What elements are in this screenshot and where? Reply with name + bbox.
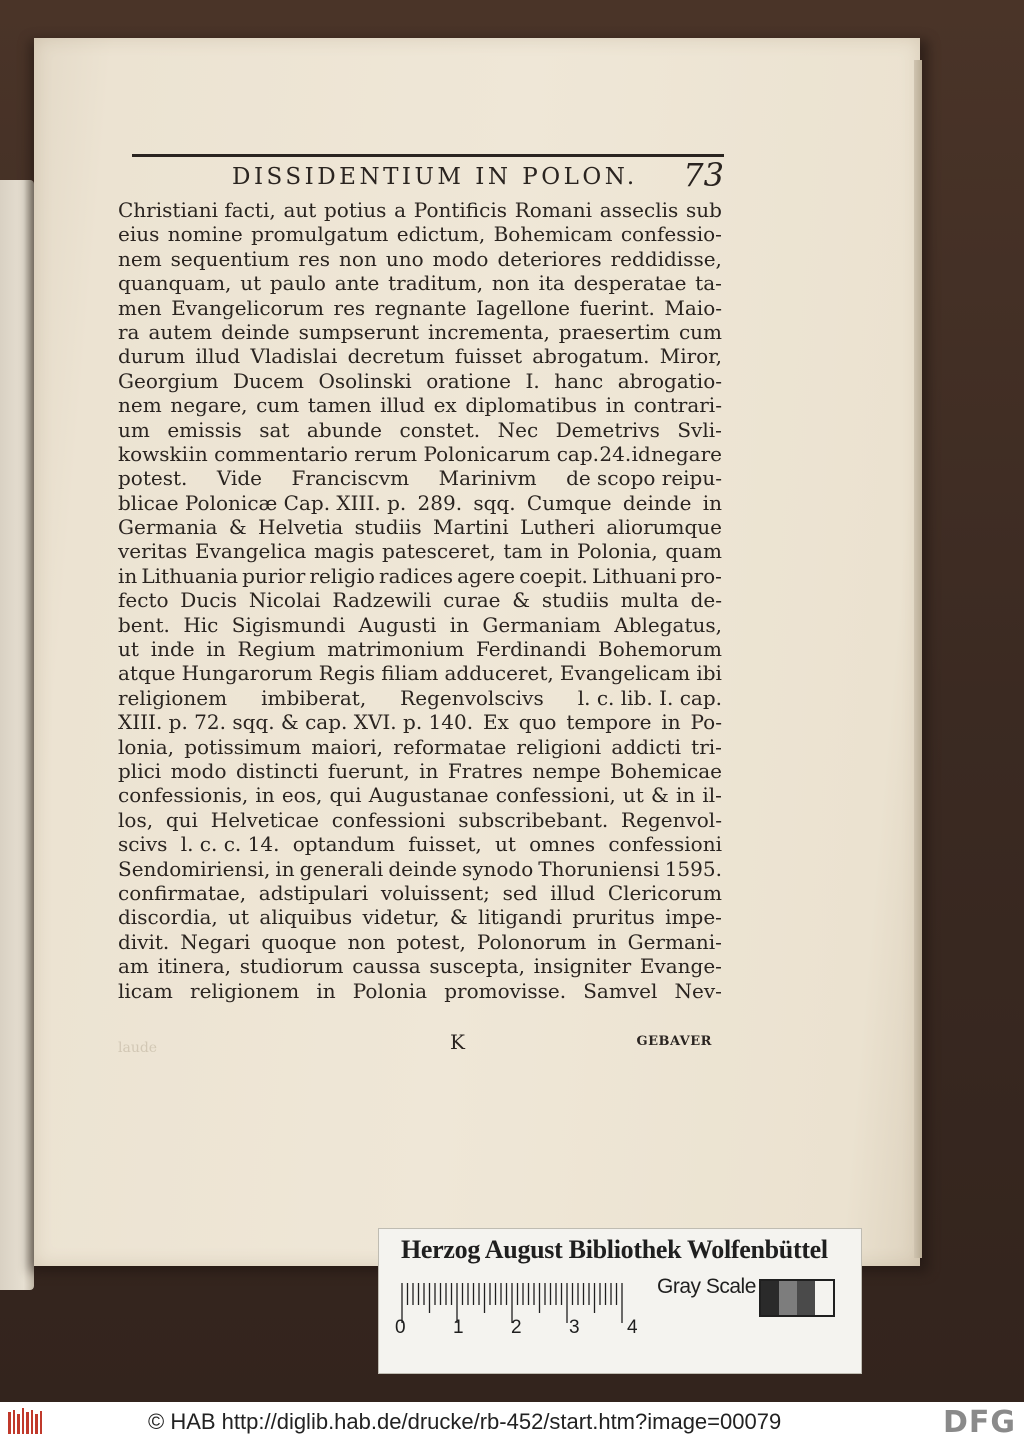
- word: Nev-: [674, 978, 722, 1003]
- word: patesceret,: [382, 539, 496, 564]
- word: Bohemicam: [493, 222, 613, 247]
- header-rule: [132, 154, 724, 157]
- word: pruritus: [572, 905, 655, 930]
- word: in: [316, 978, 336, 1003]
- word: studiis: [541, 588, 609, 613]
- word: tamen: [307, 393, 372, 418]
- word: Ducem: [233, 368, 304, 393]
- gray-swatch-block: [761, 1281, 779, 1315]
- word: imbiberat,: [261, 685, 367, 710]
- page-header: [132, 156, 724, 200]
- word: quoque: [261, 929, 337, 954]
- word: confirmatae,: [118, 880, 247, 905]
- word: am: [118, 954, 149, 979]
- word: non: [491, 271, 530, 296]
- word: Thoruniensi: [538, 856, 660, 881]
- word: adstipulari: [258, 880, 369, 905]
- word: incrementa,: [427, 319, 550, 344]
- word: contrari-: [633, 393, 722, 418]
- word: Regenvol-: [621, 807, 722, 832]
- text-line: [118, 783, 722, 807]
- text-line: [118, 930, 722, 954]
- word: 1595.: [664, 856, 722, 881]
- word: &: [449, 905, 468, 930]
- word: ante: [334, 271, 380, 296]
- word: quam: [665, 539, 722, 564]
- word: aut: [283, 198, 317, 222]
- hab-barcode-icon: [8, 1408, 44, 1436]
- word: Polonia,: [577, 539, 658, 564]
- word: ut: [240, 271, 262, 296]
- word: res: [298, 246, 331, 271]
- text-line: [118, 735, 722, 759]
- word: constet.: [399, 417, 481, 442]
- word: il-: [702, 783, 722, 808]
- word: durum: [118, 344, 186, 369]
- ruler-label: 3: [569, 1317, 580, 1338]
- text-line: [118, 637, 722, 661]
- word: Bohemorum: [598, 637, 722, 662]
- word: ta-: [695, 271, 722, 296]
- word: Svli-: [677, 417, 722, 442]
- catchword: GEBAVER: [636, 1034, 712, 1049]
- word: Iagellone: [475, 295, 570, 320]
- word: licam: [118, 978, 173, 1003]
- word: Evangelicam: [559, 661, 691, 686]
- word: negare,: [170, 393, 248, 418]
- word: in: [449, 612, 470, 637]
- page-fore-edge: [914, 60, 922, 1258]
- word: promovisse.: [444, 978, 567, 1003]
- word: Evange-: [639, 954, 722, 979]
- word: aliquibus: [259, 905, 353, 930]
- word: non: [339, 246, 377, 271]
- text-line: [118, 393, 722, 417]
- word: distincti: [235, 758, 319, 783]
- signature-mark: K: [450, 1030, 465, 1054]
- word: matrimonium: [327, 637, 465, 662]
- word: in: [550, 539, 570, 564]
- word: impe-: [665, 905, 722, 930]
- word: abrogatio-: [617, 368, 722, 393]
- word: a: [394, 198, 407, 222]
- bleed-through-text: laude: [118, 1040, 158, 1056]
- word: traditum,: [388, 271, 484, 296]
- word: in: [419, 758, 439, 783]
- word: promulgatum: [251, 222, 389, 247]
- word: Marinivm: [438, 466, 537, 491]
- word: XIII. p. 72. sqq. & cap. XVI. p. 140.: [118, 710, 474, 735]
- word: ex: [433, 393, 457, 418]
- word: insigniter: [533, 954, 632, 979]
- word: Nicolai: [248, 588, 321, 613]
- word: abunde: [306, 417, 383, 442]
- facing-page-edge: [0, 180, 34, 1290]
- word: generali: [299, 856, 384, 881]
- word: atque: [118, 661, 176, 686]
- word: litigandi: [478, 905, 563, 930]
- word: uno: [385, 246, 424, 271]
- word: paulo: [269, 271, 326, 296]
- word: addicti: [611, 734, 681, 759]
- page-footer-marks: [118, 1030, 722, 1056]
- word: Helveticae: [210, 807, 319, 832]
- word: ra: [118, 319, 140, 344]
- word: discordia,: [118, 905, 218, 930]
- word: &: [650, 783, 669, 808]
- word: in commentario rerum Polonicarum cap.: [188, 441, 600, 466]
- text-line: [118, 344, 722, 368]
- word: Germaniam: [482, 612, 601, 637]
- word: cum: [256, 393, 300, 418]
- word: potest.: [118, 466, 188, 491]
- word: ut: [494, 832, 516, 857]
- word: los,: [118, 807, 154, 832]
- word: religio: [309, 563, 375, 588]
- word: radices: [379, 563, 453, 588]
- word: reformatae: [393, 734, 507, 759]
- ruler-labels: [395, 1317, 645, 1343]
- word: Vide: [216, 466, 263, 491]
- footer-bar: [0, 1402, 1024, 1442]
- library-title: Herzog August Bibliothek Wolfenbüttel: [401, 1235, 828, 1264]
- word: potest,: [396, 929, 466, 954]
- word: fuisset: [454, 344, 523, 369]
- word: Po-: [690, 710, 722, 735]
- word: Martini: [433, 515, 509, 540]
- word: Hungarorum: [181, 661, 313, 686]
- word: ut: [118, 637, 139, 662]
- text-line: [118, 613, 722, 637]
- word: sub: [685, 198, 722, 222]
- word: abrogatum.: [532, 344, 650, 369]
- text-line: [118, 198, 722, 222]
- ruler-label: 1: [453, 1317, 464, 1338]
- word: confessioni,: [495, 783, 616, 808]
- word: Osolinski: [318, 368, 412, 393]
- word: Sendomiriensi,: [118, 856, 271, 881]
- word: autem: [148, 319, 213, 344]
- ruler-label: 4: [627, 1317, 638, 1338]
- word: scivs: [118, 832, 168, 857]
- word: de-: [690, 588, 722, 613]
- word: Maio-: [664, 295, 722, 320]
- word: de scopo reipu-: [566, 466, 722, 491]
- word: &: [512, 588, 531, 613]
- word: Sigismundi: [231, 612, 346, 637]
- word: in: [661, 710, 681, 735]
- word: praesertim: [558, 319, 670, 344]
- word: studiorum: [239, 954, 344, 979]
- ruler-label: 0: [395, 1317, 406, 1338]
- word: modo: [170, 758, 227, 783]
- word: Hic: [183, 612, 219, 637]
- text-line: [118, 442, 722, 466]
- word: Vladislai: [250, 344, 338, 369]
- word: nem: [118, 246, 162, 271]
- word: religionem: [190, 978, 300, 1003]
- word: Regium: [237, 637, 316, 662]
- dfg-logo: DFG: [942, 1405, 1016, 1440]
- text-line: [118, 491, 722, 515]
- text-line: [118, 320, 722, 344]
- text-line: [118, 686, 722, 710]
- word: deinde: [622, 490, 692, 515]
- word: Demetrivs: [555, 417, 660, 442]
- word: nempe: [532, 758, 601, 783]
- word: optandum: [292, 832, 396, 857]
- word: subscribebant.: [458, 807, 609, 832]
- word: confessioni: [331, 807, 446, 832]
- word: Regenvolscivs: [400, 685, 544, 710]
- text-line: [118, 296, 722, 320]
- word: um: [118, 417, 150, 442]
- gray-swatch-block: [797, 1281, 815, 1315]
- word: id: [631, 441, 651, 466]
- word: sat: [259, 417, 290, 442]
- running-head: DISSIDENTIUM IN POLON.: [232, 164, 638, 190]
- word: quo: [518, 710, 557, 735]
- word: confessionis,: [118, 783, 249, 808]
- word: religionem: [118, 685, 228, 710]
- text-line: [118, 222, 722, 246]
- word: fecto: [118, 588, 169, 613]
- word: fuisset,: [408, 832, 482, 857]
- word: Bohemicae: [610, 758, 722, 783]
- word: Helvetia: [258, 515, 344, 540]
- word: Germani-: [627, 929, 722, 954]
- word: suscepta,: [429, 954, 525, 979]
- text-line: [118, 979, 722, 1003]
- word: Franciscvm: [291, 466, 410, 491]
- word: decretum: [347, 344, 445, 369]
- text-line: [118, 539, 722, 563]
- word: Lutheri: [520, 515, 595, 540]
- word: illud: [195, 344, 241, 369]
- word: maiori,: [311, 734, 384, 759]
- word: studiis: [354, 515, 422, 540]
- page-number: 73: [683, 156, 724, 194]
- word: Ferdinandi: [476, 637, 587, 662]
- word: Regis: [318, 661, 376, 686]
- word: curae: [443, 588, 501, 613]
- word: agere: [457, 563, 516, 588]
- text-line: [118, 832, 722, 856]
- word: nem: [118, 393, 162, 418]
- word: Lithuani: [591, 563, 677, 588]
- word: Georgium: [118, 368, 219, 393]
- word: sed: [502, 880, 538, 905]
- text-line: [118, 466, 722, 490]
- word: hanc: [554, 368, 604, 393]
- word: Samvel: [583, 978, 658, 1003]
- gray-scale-label: Gray Scale: [657, 1275, 756, 1298]
- word: 24.: [599, 441, 632, 466]
- word: kowski: [118, 441, 189, 466]
- word: l. c. c. 14.: [180, 832, 280, 857]
- word: qui: [329, 783, 362, 808]
- word: emissis: [167, 417, 242, 442]
- word: nomine: [167, 222, 243, 247]
- word: blicae Polonicæ Cap. XIII. p.: [118, 490, 407, 515]
- word: veritas: [118, 539, 188, 564]
- word: deinde: [221, 319, 290, 344]
- text-line: [118, 710, 722, 734]
- word: oratione: [426, 368, 511, 393]
- word: in: [605, 393, 625, 418]
- text-line: [118, 418, 722, 442]
- text-line: [118, 369, 722, 393]
- word: Pontificis: [413, 198, 507, 222]
- word: in: [118, 563, 138, 588]
- word: in: [597, 929, 617, 954]
- word: coepit.: [519, 563, 588, 588]
- body-text: [118, 198, 722, 1003]
- word: asseclis: [599, 198, 679, 222]
- text-line: [118, 247, 722, 271]
- word: in: [702, 490, 722, 515]
- word: caussa: [352, 954, 421, 979]
- word: Augustanae: [368, 783, 489, 808]
- word: tam: [503, 539, 543, 564]
- word: eos,: [281, 783, 323, 808]
- word: negare: [651, 441, 722, 466]
- word: regnante: [374, 295, 467, 320]
- word: reddidisse,: [610, 246, 722, 271]
- word: illud: [380, 393, 425, 418]
- word: non: [347, 929, 386, 954]
- word: Germania: [118, 515, 218, 540]
- text-line: [118, 759, 722, 783]
- word: I.: [525, 368, 540, 393]
- word: adduceret,: [444, 661, 554, 686]
- ruler-label: 2: [511, 1317, 522, 1338]
- word: Augusti: [358, 612, 437, 637]
- word: res: [333, 295, 366, 320]
- word: potissimum: [184, 734, 302, 759]
- word: Ex: [482, 710, 509, 735]
- word: Clericorum: [607, 880, 722, 905]
- word: aliorumque: [606, 515, 722, 540]
- word: confessio-: [620, 222, 722, 247]
- word: desperatae: [573, 271, 687, 296]
- word: synodo: [461, 856, 534, 881]
- word: deteriores: [497, 246, 602, 271]
- word: in: [275, 856, 295, 881]
- word: plici: [118, 758, 162, 783]
- word: itinera,: [157, 954, 231, 979]
- text-line: [118, 661, 722, 685]
- text-line: [118, 271, 722, 295]
- word: inde: [150, 637, 195, 662]
- word: religioni: [516, 734, 602, 759]
- library-scale-card: [378, 1228, 862, 1374]
- word: fuerint.: [579, 295, 655, 320]
- gray-scale-swatch: [759, 1279, 835, 1317]
- word: in: [675, 783, 696, 808]
- word: Ablegatus,: [614, 612, 722, 637]
- word: tempore: [566, 710, 652, 735]
- text-line: [118, 515, 722, 539]
- word: Nec: [497, 417, 539, 442]
- gray-swatch-block: [779, 1281, 797, 1315]
- word: Polonia: [352, 978, 428, 1003]
- word: l. c. lib. I. cap.: [577, 685, 722, 710]
- word: Polonorum: [476, 929, 587, 954]
- word: men: [118, 295, 162, 320]
- word: ut: [622, 783, 644, 808]
- word: pro-: [680, 563, 722, 588]
- word: Evangelica: [195, 539, 307, 564]
- text-line: [118, 808, 722, 832]
- text-line: [118, 954, 722, 978]
- word: Fratres: [447, 758, 523, 783]
- word: ut: [228, 905, 250, 930]
- word: Christiani facti,: [118, 198, 276, 222]
- text-line: [118, 857, 722, 881]
- word: illud: [550, 880, 596, 905]
- word: deinde: [388, 856, 457, 881]
- word: qui: [165, 807, 198, 832]
- word: Cumque: [526, 490, 612, 515]
- word: voluissent;: [380, 880, 490, 905]
- word: ita: [538, 271, 565, 296]
- word: potius: [324, 198, 387, 222]
- word: Radzewili: [332, 588, 432, 613]
- word: videtur,: [362, 905, 440, 930]
- word: divit.: [118, 929, 170, 954]
- word: Evangelicorum: [171, 295, 324, 320]
- word: sumpserunt: [298, 319, 419, 344]
- word: confessioni: [608, 832, 722, 857]
- word: eius: [118, 222, 160, 247]
- word: Romani: [514, 198, 592, 222]
- word: Negari: [180, 929, 251, 954]
- word: ibi: [696, 661, 722, 686]
- word: fuerunt,: [327, 758, 410, 783]
- word: modo: [432, 246, 489, 271]
- word: edictum,: [396, 222, 486, 247]
- word: lonia,: [118, 734, 174, 759]
- word: &: [228, 515, 247, 540]
- word: Miror,: [659, 344, 722, 369]
- text-line: [118, 905, 722, 929]
- word: cum: [678, 319, 722, 344]
- word: Lithuania: [141, 563, 238, 588]
- word: tri-: [691, 734, 722, 759]
- word: bent.: [118, 612, 170, 637]
- gray-swatch-block: [815, 1281, 833, 1315]
- word: 289.: [417, 490, 463, 515]
- word: sequentium: [170, 246, 290, 271]
- word: omnes: [529, 832, 596, 857]
- word: quanquam,: [118, 271, 232, 296]
- word: Ducis: [180, 588, 238, 613]
- word: magis: [313, 539, 375, 564]
- text-line: [118, 564, 722, 588]
- word: filiam: [381, 661, 439, 686]
- word: sqq.: [473, 490, 516, 515]
- source-link[interactable]: © HAB http://diglib.hab.de/drucke/rb-452/start.htm?image=00079: [148, 1409, 782, 1434]
- text-line: [118, 881, 722, 905]
- word: in: [255, 783, 275, 808]
- word: multa: [620, 588, 679, 613]
- word: diplomatibus: [465, 393, 598, 418]
- word: in: [206, 637, 226, 662]
- word: purior: [242, 563, 306, 588]
- text-line: [118, 588, 722, 612]
